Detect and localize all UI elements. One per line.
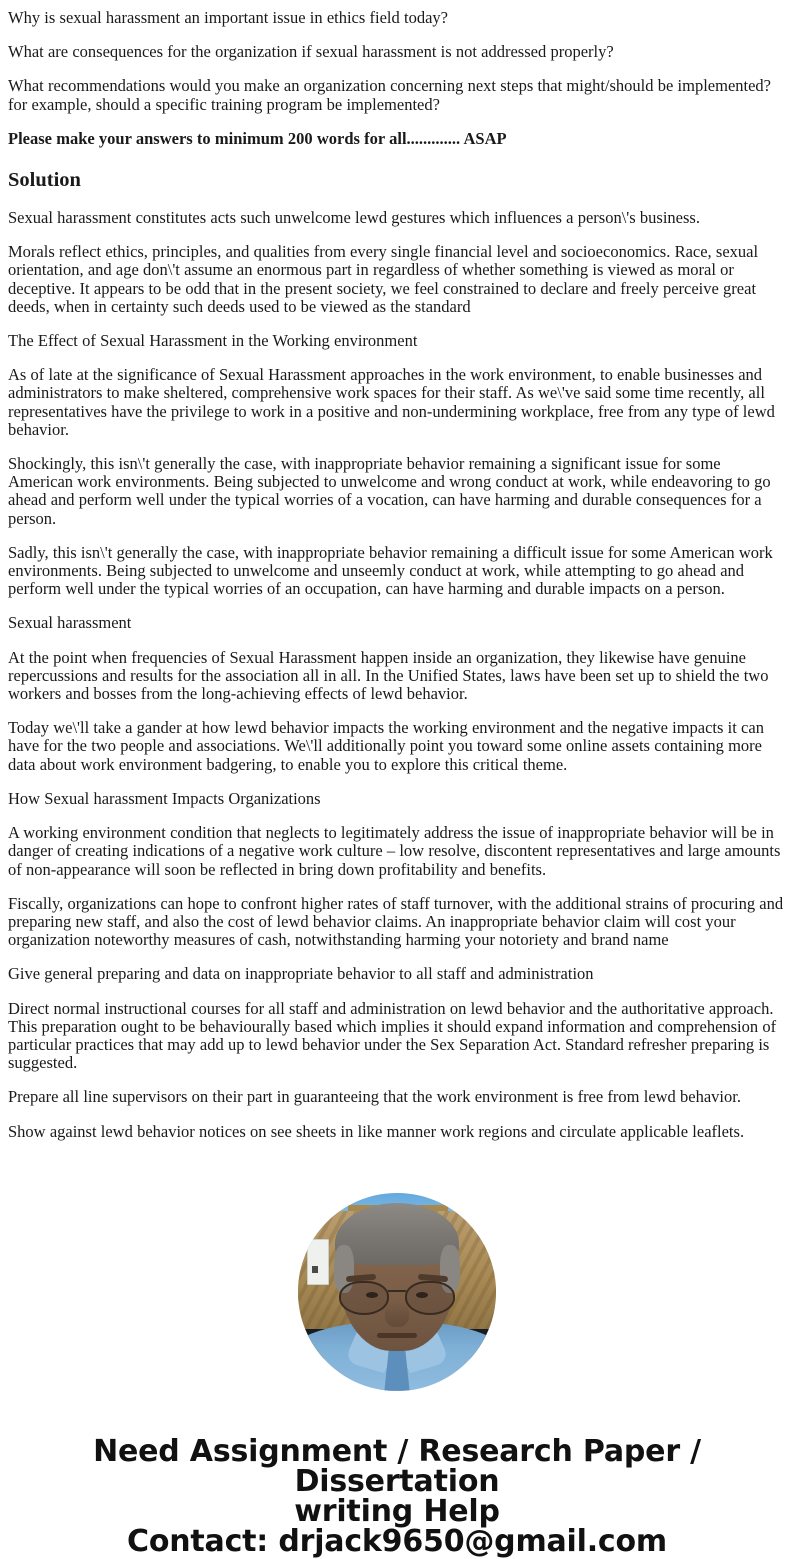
solution-paragraph: Today we\'ll take a gander at how lewd behavior impacts the working environment and the negative impacts it can have for the two people and associations. We\'ll additionally point you toward some online assets containing more data about work environment badgering, to enable you to explore this critical theme. bbox=[8, 718, 764, 774]
solution-subheading: How Sexual harassment Impacts Organizations bbox=[8, 788, 321, 808]
solution-paragraph: Show against lewd behavior notices on see sheets in like manner work regions and circulate applicable leaflets. bbox=[8, 1121, 745, 1141]
solution-paragraph: Sadly, this isn\'t generally the case, with inappropriate behavior remaining a difficult issue for some American work environments. Being subjected to unwelcome and unseemly conduct at work, while attempting to go ahead and perform well under the typical worries of an occupation, can have harming and durable impacts on a person. bbox=[8, 542, 773, 599]
footer-line-1: Need Assignment / Research Paper / Dissertation bbox=[93, 1433, 701, 1499]
solution-paragraph: Sexual harassment constitutes acts such unwelcome lewd gestures which influences a person\'s business. bbox=[8, 208, 700, 228]
solution-paragraph: Give general preparing and data on inappropriate behavior to all staff and administration bbox=[8, 964, 594, 984]
footer-line-2: writing Help bbox=[294, 1493, 500, 1529]
question-3: What recommendations would you make an organization concerning next steps that might/should be implemented? for example, should a specific training program be implemented? bbox=[8, 76, 772, 114]
avatar-container bbox=[8, 1193, 786, 1391]
solution-paragraph: At the point when frequencies of Sexual Harassment happen inside an organization, they likewise have genuine repercussions and results for the association all in all. In the Unified States, laws have been set up to shield the two workers and bosses from the long-achieving effects of lewd behavior. bbox=[8, 647, 769, 704]
instruction-note: Please make your answers to minimum 200 words for all............. ASAP bbox=[8, 128, 507, 148]
solution-heading: Solution bbox=[8, 169, 81, 192]
photo-wall-switch bbox=[307, 1239, 329, 1285]
photo-nose bbox=[385, 1301, 409, 1327]
photo-lens-left bbox=[339, 1281, 389, 1315]
photo-glasses-bridge bbox=[388, 1290, 406, 1293]
question-1: Why is sexual harassment an important issue in ethics field today? bbox=[8, 8, 448, 27]
solution-subheading: The Effect of Sexual Harassment in the Working environment bbox=[8, 331, 418, 351]
photo-lens-right bbox=[405, 1281, 455, 1315]
solution-paragraph: Shockingly, this isn\'t generally the case, with inappropriate behavior remaining a significant issue for some American work environments. Being subjected to unwelcome and wrong conduct at work, while endeavoring to go ahead and perform well under the typical worries of a vocation, can have harming and durable consequences for a person. bbox=[8, 454, 771, 528]
solution-paragraph: Direct normal instructional courses for all staff and administration on lewd behavior and the authoritative approach. This preparation ought to be behaviourally based which implies it should expand information and comprehension of particular practices that may add up to lewd behavior under the Sex Separation Act. Standard refresher preparing is suggested. bbox=[8, 998, 777, 1073]
solution-paragraph: Prepare all line supervisors on their part in guaranteeing that the work environment is free from lewd behavior. bbox=[8, 1087, 741, 1107]
questions-block bbox=[8, 0, 786, 148]
avatar bbox=[298, 1193, 496, 1391]
solution-paragraph: Fiscally, organizations can hope to confront higher rates of staff turnover, with the additional strains of procuring and preparing new staff, and also the cost of lewd behavior claims. An inappropriate behavior claim will cost your organization noteworthy measures of cash, notwithstanding harming your notoriety and brand name bbox=[8, 893, 784, 950]
solution-body bbox=[8, 209, 786, 1141]
footer-line-3: Contact: drjack9650@gmail.com bbox=[127, 1523, 667, 1559]
photo-mouth bbox=[377, 1333, 417, 1338]
solution-paragraph: Morals reflect ethics, principles, and qualities from every single financial level and socioeconomics. Race, sexual orientation, and age don\'t assume an enormous part in regardless of whether something is viewed as moral or deceptive. It appears to be odd that in the present society, we feel constrained to declare and freely perceive great deeds, when in certainty such deeds used to be viewed as the standard bbox=[8, 242, 759, 316]
question-2: What are consequences for the organization if sexual harassment is not addressed properly? bbox=[8, 42, 614, 62]
solution-paragraph: As of late at the significance of Sexual Harassment approaches in the work environment, to enable businesses and administrators to make sheltered, comprehensive work spaces for their staff. As we\'ve said some time recently, all representatives have the privilege to work in a positive and non-undermining workplace, free from any type of lewd behavior. bbox=[8, 365, 775, 439]
solution-subheading: Sexual harassment bbox=[8, 613, 132, 633]
footer-contact-block bbox=[8, 1433, 786, 1559]
solution-paragraph: A working environment condition that neglects to legitimately address the issue of inappropriate behavior will be in danger of creating indications of a negative work culture – low resolve, discontent representatives and large amounts of non-appearance will soon be reflected in bring down profitability and benefits. bbox=[8, 823, 781, 879]
